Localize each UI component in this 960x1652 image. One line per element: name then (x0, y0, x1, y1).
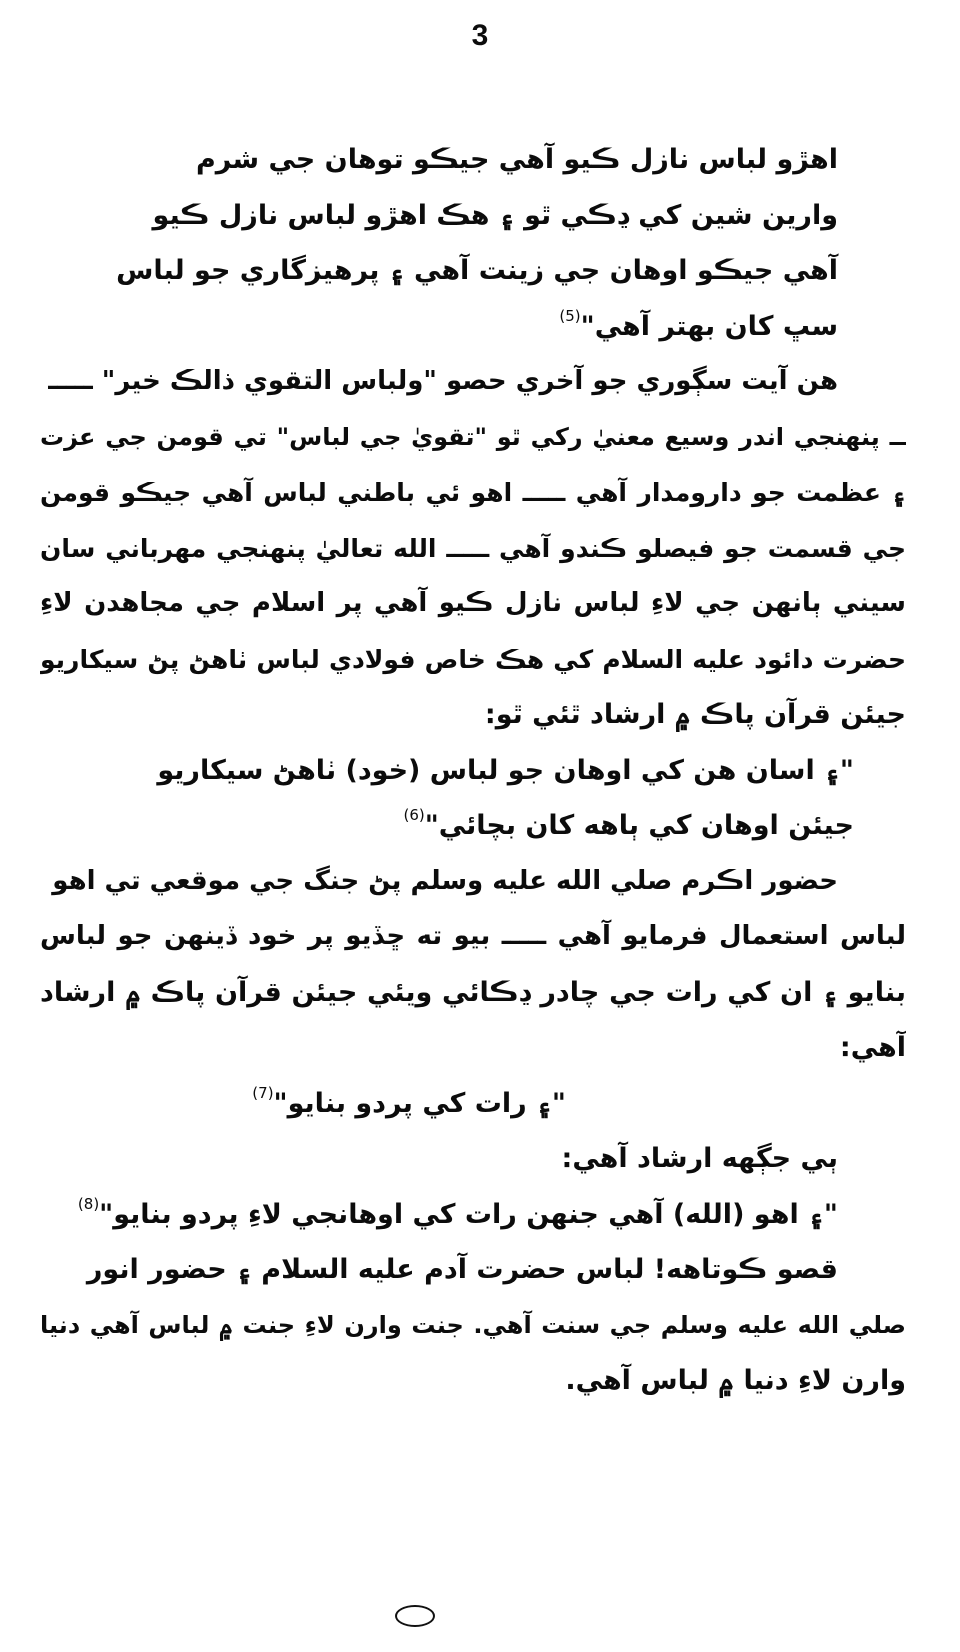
quote-line: "۽ رات کي پردو بنايو"$^{(7)}$ (252, 1083, 566, 1119)
text-line: وارن لاءِ دنيا ۾ لباس آهي. (565, 1365, 906, 1396)
text-line: وارين شين کي ڍڪي ٿو ۽ هڪ اهڙو لباس نازل ڪيو (152, 199, 838, 231)
body-text (40, 132, 906, 1409)
quote-line: "۽ اسان هن کي اوهان جو لباس (خود) ٺاهڻ سيکاريو (157, 754, 854, 786)
quote-line: جيئن اوهان کي ٻاهه کان بچائي"$^{(6)}$ (403, 806, 854, 841)
text-line: حضور اڪرم صلي الله عليه وسلم پڻ جنگ جي موقعي تي اهو (52, 865, 838, 896)
text-line: سڀ کان بهتر آهي"$^{(5)}$ (559, 306, 838, 342)
footnote-marker: (6) (403, 806, 425, 824)
text-line: آهي جيڪو اوهان جي زينت آهي ۽ پرهيزگاري جو لباس (116, 255, 838, 286)
text-line: صلي الله عليه وسلم جي سنت آهي. جنت وارن لاءِ جنت ۾ لباس آهي دنيا (40, 1310, 906, 1339)
text-line: هن آيت سڳوري جو آخري حصو "ولباس التقوي ذالڪ خير" ـــــ (48, 366, 838, 396)
page-number: 3 (471, 19, 489, 52)
footnote-marker: (5) (559, 306, 581, 325)
quote-line: "۽ اهو (الله) آهي جنهن رات کي اوهانجي لاءِ پردو بنايو"$^{(8)}$ (77, 1194, 838, 1230)
text-line: قصو ڪوتاهه! لباس حضرت آدم عليه السلام ۽ حضور انور (86, 1254, 838, 1285)
text-line: لباس استعمال فرمايو آهي ـــــ بيو ته ڇڏيو پر خود ڏينهن جو لباس (40, 921, 906, 951)
text-line: اهڙو لباس نازل ڪيو آهي جيڪو توهان جي شرم (195, 144, 838, 175)
text-line: سيني ٻانهن جي لاءِ لباس نازل ڪيو آهي پر اسلام جي مجاهدن لاءِ (40, 588, 906, 618)
text-line: جي قسمت جو فيصلو ڪندو آهي ـــــ الله تعاليٰ پنهنجي مهرباني سان (40, 533, 906, 563)
footnote-marker: (7) (252, 1083, 274, 1102)
text-line: ۽ عظمت جو دارومدار آهي ـــــ اهو ئي باطني لباس آهي جيڪو قومن (40, 478, 906, 507)
text-line: ٻي جڳهه ارشاد آهي: (561, 1143, 838, 1174)
text-line: آهي: (839, 1032, 906, 1063)
text-line: ــ پنهنجي اندر وسيع معنيٰ رکي ٿو "تقويٰ جي لباس" تي قومن جي عزت (40, 422, 906, 451)
footnote-marker: (8) (77, 1194, 100, 1213)
text-line: حضرت دائود عليه السلام کي هڪ خاص فولادي لباس ٺاهڻ پڻ سيکاريو (40, 644, 906, 674)
text-line: بنايو ۽ ان کي رات جي چادر ڍڪائي ويئي جيئن قرآن پاڪ ۾ ارشاد (40, 976, 906, 1008)
end-ornament-icon (395, 1605, 435, 1627)
text-line: جيئن قرآن پاڪ ۾ ارشاد ٿئي ٿو: (484, 699, 906, 730)
